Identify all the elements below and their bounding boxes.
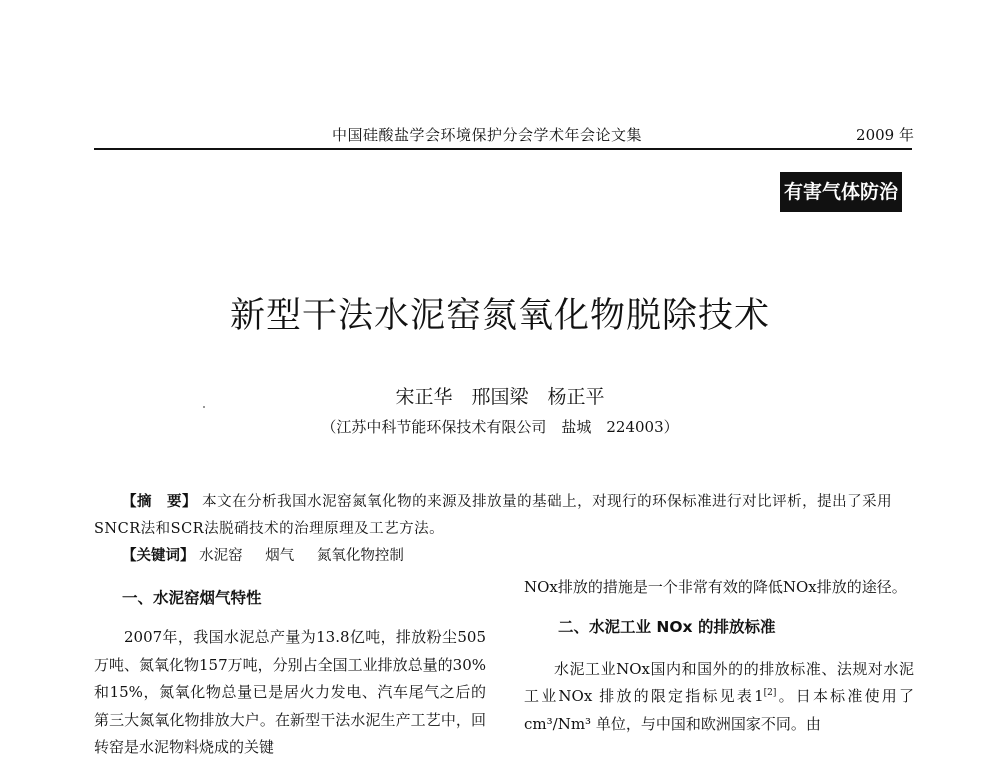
header-rule (94, 148, 912, 150)
keywords (122, 544, 912, 568)
journal-title: 中国硅酸盐学会环境保护分会学术年会论文集 (332, 126, 643, 144)
paragraph-text: 。日本标准使用了cm³/Nm³ 单位，与中国和欧洲国家不同。由 (524, 687, 914, 733)
section-tag: 有害气体防治 (780, 172, 902, 212)
body-paragraph: 2007年，我国水泥总产量为13.8亿吨，排放粉尘505万吨、氮氧化物157万吨，分别占全国工业排放总量的30%和15%，氮氧化物总量已是居火力发电、汽车尾气之后的第三大氮氧化物排放大户。在新型干法水泥生产工艺中，回转窑是水泥物料烧成的关键 (94, 628, 486, 756)
body-column-right (524, 574, 914, 738)
abstract-label: 【摘 要】 (122, 493, 197, 510)
running-header (0, 120, 1000, 150)
keyword-list (199, 548, 422, 564)
paper-title: 新型干法水泥窑氮氧化物脱除技术 (229, 296, 770, 336)
body-paragraph (524, 656, 914, 739)
body-paragraph: NOx排放的措施是一个非常有效的降低NOx排放的途径。 (524, 578, 907, 596)
body-column-left (94, 584, 486, 762)
keyword-item: 烟气 (265, 548, 295, 564)
keyword-item: 氮氧化物控制 (316, 548, 404, 564)
author-list: 宋正华 邢国梁 杨正平 (395, 386, 605, 408)
abstract (94, 488, 912, 543)
keyword-item: 水泥窑 (199, 548, 243, 564)
section-heading: 一、水泥窑烟气特性 (122, 589, 262, 607)
section-heading: 二、水泥工业 NOx 的排放标准 (558, 617, 776, 636)
affiliation: （江苏中科节能环保技术有限公司 盐城 224003） (321, 418, 679, 436)
abstract-text: 本文在分析我国水泥窑氮氧化物的来源及排放量的基础上，对现行的环保标准进行对比评析，提出了采用SNCR法和SCR法脱硝技术的治理原理及工艺方法。 (94, 494, 893, 537)
keywords-label: 【关键词】 (122, 547, 195, 564)
citation-ref: [2] (763, 688, 777, 698)
paragraph-text: 水泥工业NOx国内和国外的的排放标准、法规对水泥工业NOx 排放的限定指标见表1 (524, 659, 914, 705)
journal-year: 2009 年 (856, 126, 914, 144)
